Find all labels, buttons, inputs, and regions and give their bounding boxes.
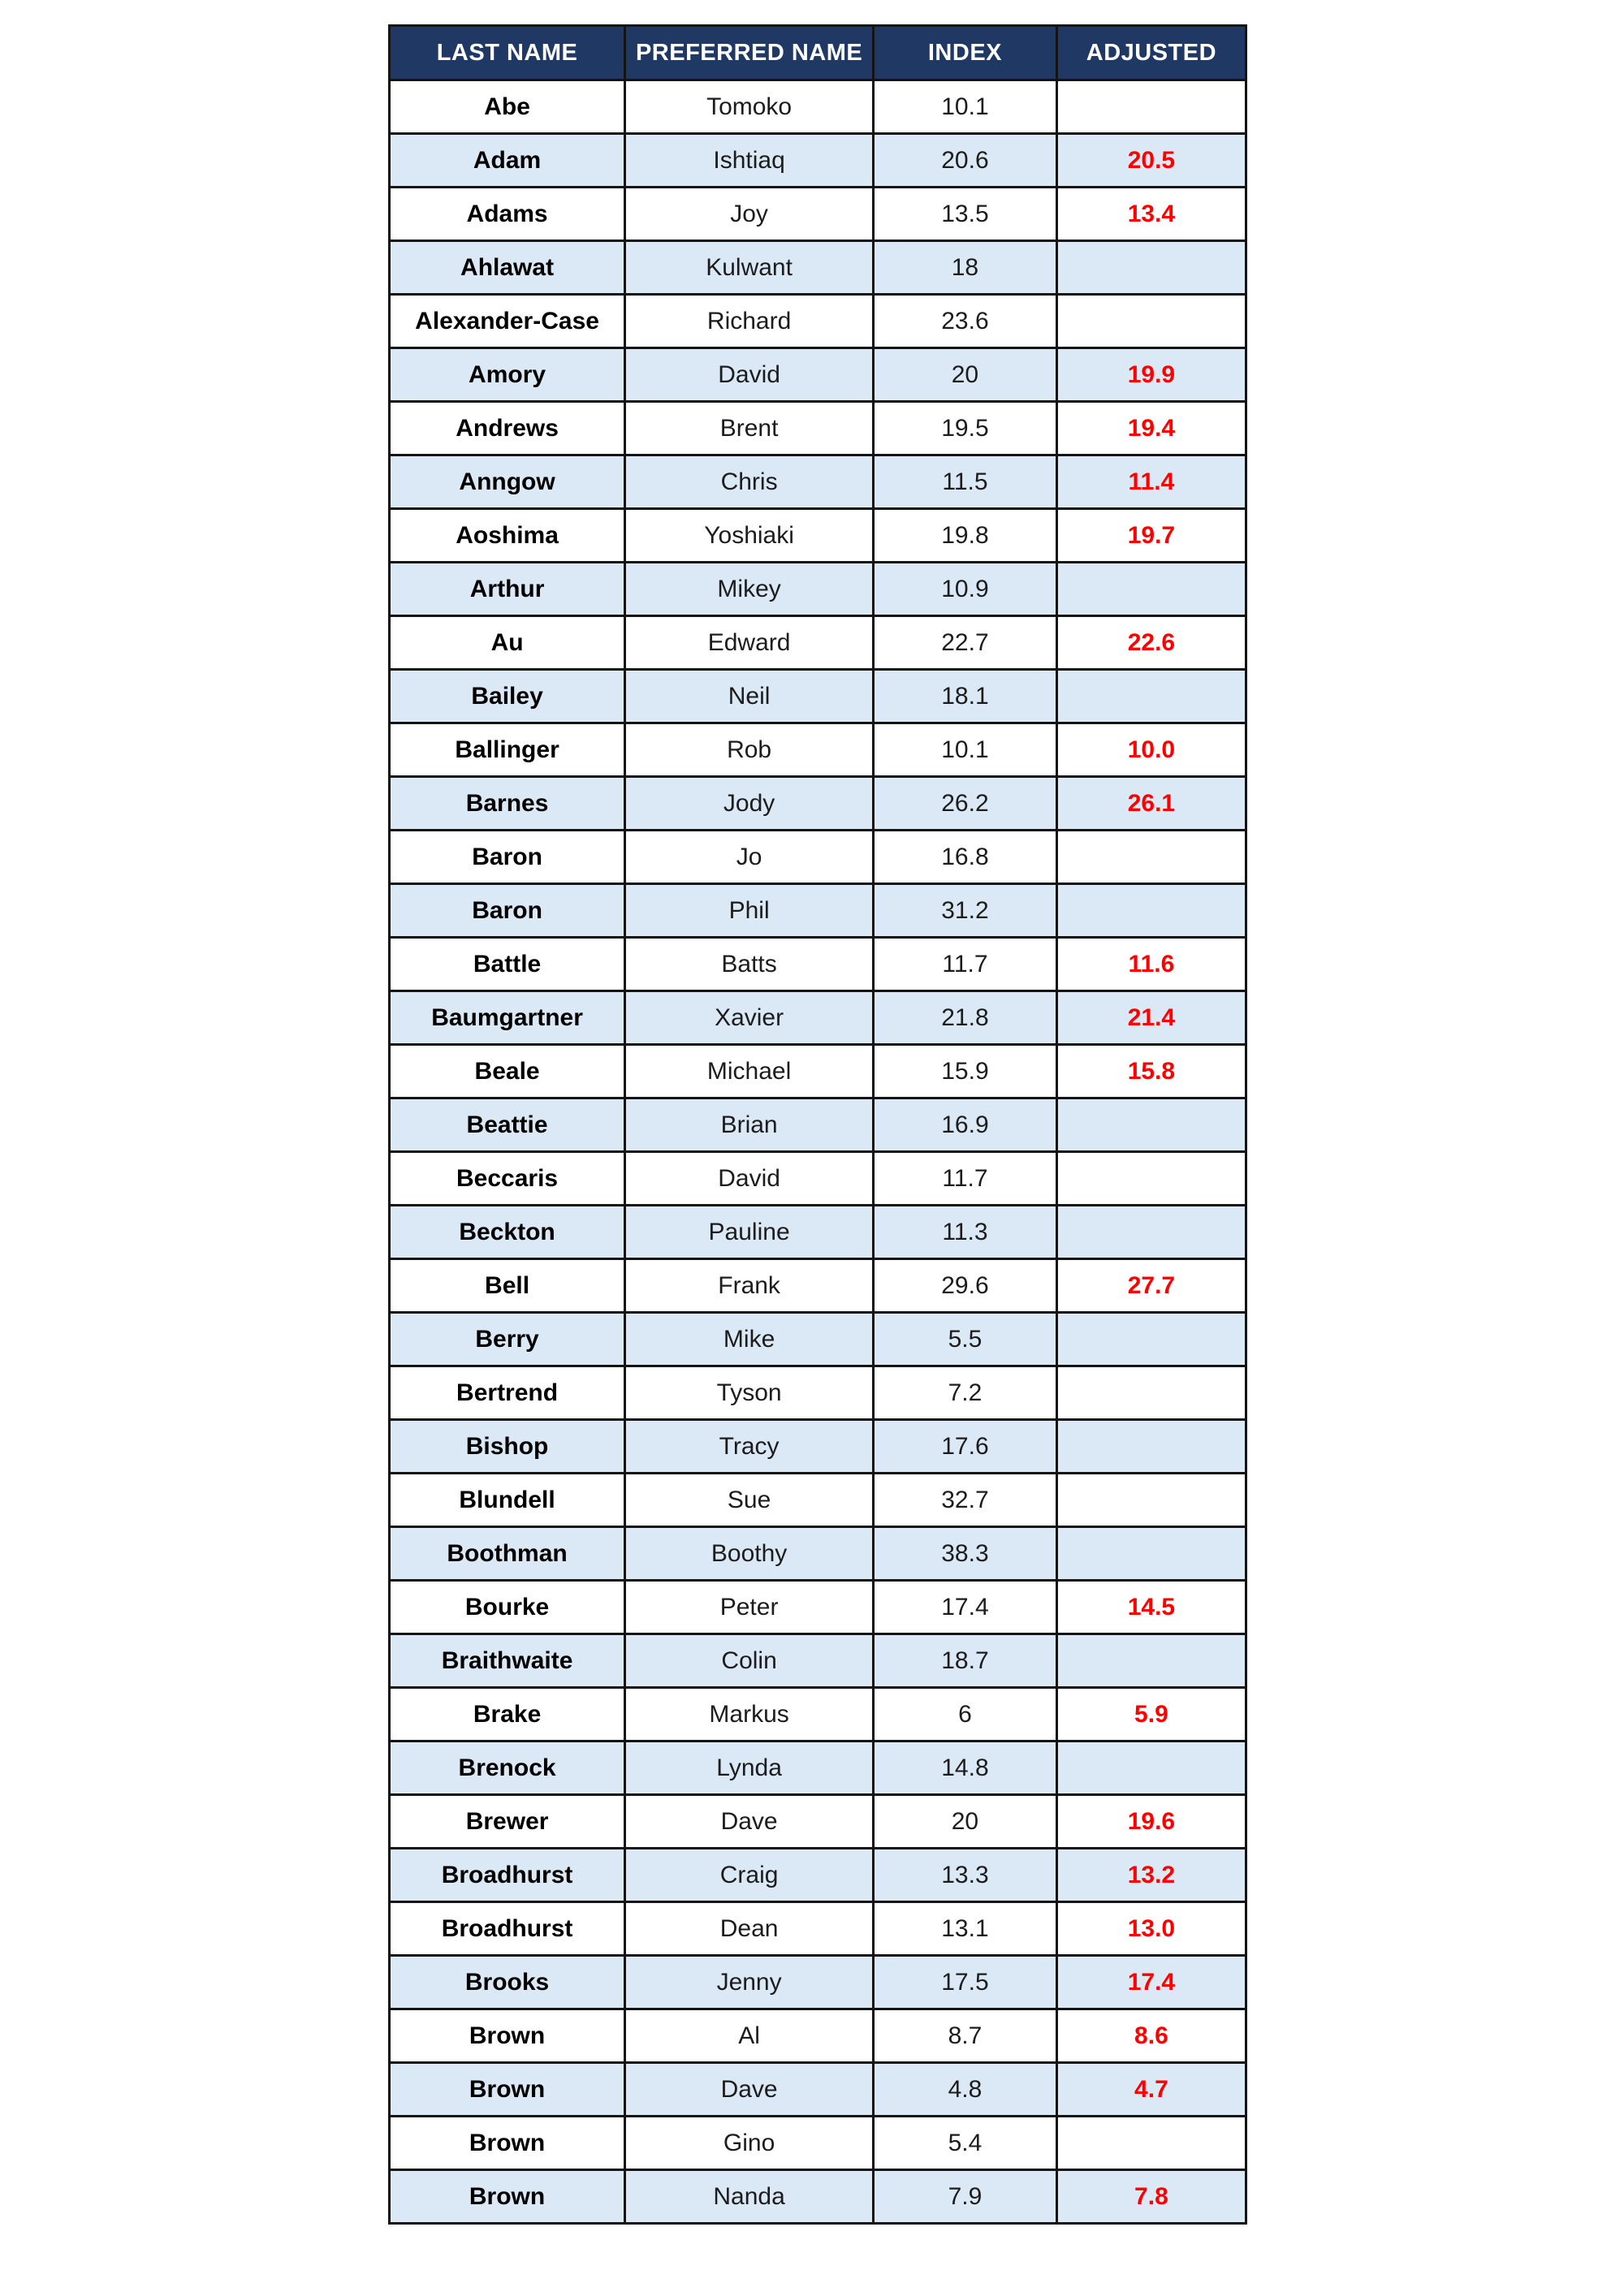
last-name-cell: Broadhurst bbox=[390, 1849, 625, 1902]
last-name-cell: Anngow bbox=[390, 455, 625, 509]
adjusted-cell bbox=[1056, 1098, 1246, 1152]
table-body bbox=[390, 80, 1246, 2224]
preferred-name-cell: Michael bbox=[625, 1045, 874, 1098]
last-name-cell: Beccaris bbox=[390, 1152, 625, 1206]
table-row bbox=[390, 348, 1246, 402]
last-name-cell: Baron bbox=[390, 831, 625, 884]
index-cell: 17.5 bbox=[874, 1956, 1057, 2009]
adjusted-cell: 5.9 bbox=[1056, 1688, 1246, 1741]
index-cell: 17.4 bbox=[874, 1581, 1057, 1634]
last-name-cell: Bishop bbox=[390, 1420, 625, 1474]
preferred-name-cell: David bbox=[625, 348, 874, 402]
adjusted-cell: 17.4 bbox=[1056, 1956, 1246, 2009]
preferred-name-cell: Nanda bbox=[625, 2170, 874, 2224]
preferred-name-cell: Frank bbox=[625, 1259, 874, 1313]
last-name-cell: Ahlawat bbox=[390, 241, 625, 295]
table-row bbox=[390, 938, 1246, 991]
adjusted-cell: 4.7 bbox=[1056, 2063, 1246, 2117]
preferred-name-cell: Peter bbox=[625, 1581, 874, 1634]
preferred-name-cell: Sue bbox=[625, 1474, 874, 1527]
index-cell: 29.6 bbox=[874, 1259, 1057, 1313]
index-cell: 5.4 bbox=[874, 2117, 1057, 2170]
table-row bbox=[390, 241, 1246, 295]
adjusted-cell bbox=[1056, 1366, 1246, 1420]
last-name-cell: Arthur bbox=[390, 563, 625, 616]
preferred-name-cell: Tomoko bbox=[625, 80, 874, 134]
index-cell: 7.9 bbox=[874, 2170, 1057, 2224]
adjusted-cell bbox=[1056, 1634, 1246, 1688]
last-name-cell: Beattie bbox=[390, 1098, 625, 1152]
adjusted-cell bbox=[1056, 1420, 1246, 1474]
last-name-cell: Brake bbox=[390, 1688, 625, 1741]
last-name-cell: Barnes bbox=[390, 777, 625, 831]
preferred-name-cell: Rob bbox=[625, 723, 874, 777]
preferred-name-cell: Jenny bbox=[625, 1956, 874, 2009]
last-name-cell: Baumgartner bbox=[390, 991, 625, 1045]
column-header-preferred-name: PREFERRED NAME bbox=[625, 26, 874, 80]
adjusted-cell bbox=[1056, 1527, 1246, 1581]
index-cell: 18 bbox=[874, 241, 1057, 295]
index-cell: 4.8 bbox=[874, 2063, 1057, 2117]
preferred-name-cell: Brent bbox=[625, 402, 874, 455]
table-row bbox=[390, 1795, 1246, 1849]
adjusted-cell bbox=[1056, 241, 1246, 295]
last-name-cell: Bourke bbox=[390, 1581, 625, 1634]
index-cell: 11.3 bbox=[874, 1206, 1057, 1259]
adjusted-cell bbox=[1056, 2117, 1246, 2170]
column-header-last-name: LAST NAME bbox=[390, 26, 625, 80]
adjusted-cell bbox=[1056, 1741, 1246, 1795]
adjusted-cell bbox=[1056, 1313, 1246, 1366]
preferred-name-cell: Jody bbox=[625, 777, 874, 831]
table-row bbox=[390, 777, 1246, 831]
index-cell: 10.1 bbox=[874, 723, 1057, 777]
last-name-cell: Boothman bbox=[390, 1527, 625, 1581]
index-cell: 15.9 bbox=[874, 1045, 1057, 1098]
adjusted-cell: 27.7 bbox=[1056, 1259, 1246, 1313]
preferred-name-cell: Xavier bbox=[625, 991, 874, 1045]
last-name-cell: Aoshima bbox=[390, 509, 625, 563]
preferred-name-cell: Al bbox=[625, 2009, 874, 2063]
index-cell: 16.9 bbox=[874, 1098, 1057, 1152]
table-row bbox=[390, 1420, 1246, 1474]
adjusted-cell: 21.4 bbox=[1056, 991, 1246, 1045]
last-name-cell: Brown bbox=[390, 2117, 625, 2170]
table-row bbox=[390, 1098, 1246, 1152]
table-row bbox=[390, 991, 1246, 1045]
table-row bbox=[390, 295, 1246, 348]
index-cell: 16.8 bbox=[874, 831, 1057, 884]
index-cell: 14.8 bbox=[874, 1741, 1057, 1795]
index-cell: 8.7 bbox=[874, 2009, 1057, 2063]
index-cell: 11.7 bbox=[874, 938, 1057, 991]
adjusted-cell: 14.5 bbox=[1056, 1581, 1246, 1634]
index-cell: 20 bbox=[874, 348, 1057, 402]
preferred-name-cell: Brian bbox=[625, 1098, 874, 1152]
preferred-name-cell: Yoshiaki bbox=[625, 509, 874, 563]
adjusted-cell: 11.4 bbox=[1056, 455, 1246, 509]
table-row bbox=[390, 723, 1246, 777]
table-row bbox=[390, 1581, 1246, 1634]
preferred-name-cell: Lynda bbox=[625, 1741, 874, 1795]
table-row bbox=[390, 2009, 1246, 2063]
index-cell: 19.8 bbox=[874, 509, 1057, 563]
last-name-cell: Ballinger bbox=[390, 723, 625, 777]
table-row bbox=[390, 1956, 1246, 2009]
table-row bbox=[390, 1045, 1246, 1098]
preferred-name-cell: Mikey bbox=[625, 563, 874, 616]
index-cell: 18.7 bbox=[874, 1634, 1057, 1688]
last-name-cell: Berry bbox=[390, 1313, 625, 1366]
adjusted-cell: 7.8 bbox=[1056, 2170, 1246, 2224]
preferred-name-cell: Colin bbox=[625, 1634, 874, 1688]
last-name-cell: Brown bbox=[390, 2063, 625, 2117]
index-cell: 17.6 bbox=[874, 1420, 1057, 1474]
index-cell: 38.3 bbox=[874, 1527, 1057, 1581]
table-row bbox=[390, 80, 1246, 134]
table-row bbox=[390, 616, 1246, 670]
preferred-name-cell: Richard bbox=[625, 295, 874, 348]
adjusted-cell bbox=[1056, 831, 1246, 884]
index-cell: 19.5 bbox=[874, 402, 1057, 455]
index-cell: 31.2 bbox=[874, 884, 1057, 938]
roster-table bbox=[388, 24, 1247, 2225]
preferred-name-cell: Craig bbox=[625, 1849, 874, 1902]
table-row bbox=[390, 1313, 1246, 1366]
table-row bbox=[390, 2170, 1246, 2224]
last-name-cell: Brooks bbox=[390, 1956, 625, 2009]
adjusted-cell: 20.5 bbox=[1056, 134, 1246, 188]
index-cell: 7.2 bbox=[874, 1366, 1057, 1420]
last-name-cell: Beckton bbox=[390, 1206, 625, 1259]
last-name-cell: Abe bbox=[390, 80, 625, 134]
adjusted-cell bbox=[1056, 563, 1246, 616]
table-row bbox=[390, 134, 1246, 188]
index-cell: 20 bbox=[874, 1795, 1057, 1849]
last-name-cell: Blundell bbox=[390, 1474, 625, 1527]
table-row bbox=[390, 670, 1246, 723]
adjusted-cell: 11.6 bbox=[1056, 938, 1246, 991]
table-row bbox=[390, 1527, 1246, 1581]
last-name-cell: Brewer bbox=[390, 1795, 625, 1849]
preferred-name-cell: Dean bbox=[625, 1902, 874, 1956]
adjusted-cell bbox=[1056, 1206, 1246, 1259]
index-cell: 22.7 bbox=[874, 616, 1057, 670]
last-name-cell: Bailey bbox=[390, 670, 625, 723]
last-name-cell: Au bbox=[390, 616, 625, 670]
table-row bbox=[390, 509, 1246, 563]
table-row bbox=[390, 831, 1246, 884]
preferred-name-cell: Edward bbox=[625, 616, 874, 670]
preferred-name-cell: Mike bbox=[625, 1313, 874, 1366]
adjusted-cell: 13.2 bbox=[1056, 1849, 1246, 1902]
preferred-name-cell: Tracy bbox=[625, 1420, 874, 1474]
column-header-adjusted: ADJUSTED bbox=[1056, 26, 1246, 80]
last-name-cell: Beale bbox=[390, 1045, 625, 1098]
header-row bbox=[390, 26, 1246, 80]
adjusted-cell: 19.6 bbox=[1056, 1795, 1246, 1849]
table-row bbox=[390, 1259, 1246, 1313]
last-name-cell: Brown bbox=[390, 2009, 625, 2063]
table-row bbox=[390, 1902, 1246, 1956]
preferred-name-cell: Boothy bbox=[625, 1527, 874, 1581]
preferred-name-cell: Dave bbox=[625, 2063, 874, 2117]
preferred-name-cell: Chris bbox=[625, 455, 874, 509]
adjusted-cell: 19.4 bbox=[1056, 402, 1246, 455]
last-name-cell: Brenock bbox=[390, 1741, 625, 1795]
last-name-cell: Braithwaite bbox=[390, 1634, 625, 1688]
adjusted-cell: 13.4 bbox=[1056, 188, 1246, 241]
adjusted-cell: 13.0 bbox=[1056, 1902, 1246, 1956]
index-cell: 6 bbox=[874, 1688, 1057, 1741]
roster-table-container bbox=[388, 24, 1247, 2225]
adjusted-cell: 19.7 bbox=[1056, 509, 1246, 563]
preferred-name-cell: Pauline bbox=[625, 1206, 874, 1259]
preferred-name-cell: Neil bbox=[625, 670, 874, 723]
index-cell: 13.5 bbox=[874, 188, 1057, 241]
preferred-name-cell: Batts bbox=[625, 938, 874, 991]
index-cell: 13.3 bbox=[874, 1849, 1057, 1902]
adjusted-cell: 26.1 bbox=[1056, 777, 1246, 831]
adjusted-cell: 19.9 bbox=[1056, 348, 1246, 402]
adjusted-cell bbox=[1056, 1474, 1246, 1527]
adjusted-cell: 15.8 bbox=[1056, 1045, 1246, 1098]
preferred-name-cell: Tyson bbox=[625, 1366, 874, 1420]
table-row bbox=[390, 1634, 1246, 1688]
preferred-name-cell: Gino bbox=[625, 2117, 874, 2170]
index-cell: 10.1 bbox=[874, 80, 1057, 134]
preferred-name-cell: Phil bbox=[625, 884, 874, 938]
table-row bbox=[390, 455, 1246, 509]
adjusted-cell: 10.0 bbox=[1056, 723, 1246, 777]
table-row bbox=[390, 1741, 1246, 1795]
adjusted-cell: 22.6 bbox=[1056, 616, 1246, 670]
table-row bbox=[390, 1688, 1246, 1741]
last-name-cell: Adams bbox=[390, 188, 625, 241]
table-row bbox=[390, 1152, 1246, 1206]
preferred-name-cell: David bbox=[625, 1152, 874, 1206]
adjusted-cell bbox=[1056, 884, 1246, 938]
last-name-cell: Brown bbox=[390, 2170, 625, 2224]
adjusted-cell bbox=[1056, 1152, 1246, 1206]
index-cell: 10.9 bbox=[874, 563, 1057, 616]
last-name-cell: Bell bbox=[390, 1259, 625, 1313]
column-header-index: INDEX bbox=[874, 26, 1057, 80]
last-name-cell: Bertrend bbox=[390, 1366, 625, 1420]
last-name-cell: Amory bbox=[390, 348, 625, 402]
index-cell: 32.7 bbox=[874, 1474, 1057, 1527]
index-cell: 11.5 bbox=[874, 455, 1057, 509]
last-name-cell: Andrews bbox=[390, 402, 625, 455]
table-row bbox=[390, 884, 1246, 938]
index-cell: 5.5 bbox=[874, 1313, 1057, 1366]
preferred-name-cell: Jo bbox=[625, 831, 874, 884]
last-name-cell: Battle bbox=[390, 938, 625, 991]
index-cell: 18.1 bbox=[874, 670, 1057, 723]
table-row bbox=[390, 2117, 1246, 2170]
adjusted-cell: 8.6 bbox=[1056, 2009, 1246, 2063]
index-cell: 23.6 bbox=[874, 295, 1057, 348]
adjusted-cell bbox=[1056, 80, 1246, 134]
preferred-name-cell: Kulwant bbox=[625, 241, 874, 295]
table-row bbox=[390, 1206, 1246, 1259]
index-cell: 21.8 bbox=[874, 991, 1057, 1045]
index-cell: 26.2 bbox=[874, 777, 1057, 831]
preferred-name-cell: Markus bbox=[625, 1688, 874, 1741]
table-row bbox=[390, 563, 1246, 616]
adjusted-cell bbox=[1056, 670, 1246, 723]
table-row bbox=[390, 188, 1246, 241]
preferred-name-cell: Dave bbox=[625, 1795, 874, 1849]
preferred-name-cell: Joy bbox=[625, 188, 874, 241]
table-row bbox=[390, 2063, 1246, 2117]
table-row bbox=[390, 402, 1246, 455]
preferred-name-cell: Ishtiaq bbox=[625, 134, 874, 188]
index-cell: 11.7 bbox=[874, 1152, 1057, 1206]
table-row bbox=[390, 1366, 1246, 1420]
last-name-cell: Alexander-Case bbox=[390, 295, 625, 348]
table-row bbox=[390, 1474, 1246, 1527]
last-name-cell: Baron bbox=[390, 884, 625, 938]
last-name-cell: Broadhurst bbox=[390, 1902, 625, 1956]
adjusted-cell bbox=[1056, 295, 1246, 348]
table-row bbox=[390, 1849, 1246, 1902]
last-name-cell: Adam bbox=[390, 134, 625, 188]
index-cell: 20.6 bbox=[874, 134, 1057, 188]
index-cell: 13.1 bbox=[874, 1902, 1057, 1956]
